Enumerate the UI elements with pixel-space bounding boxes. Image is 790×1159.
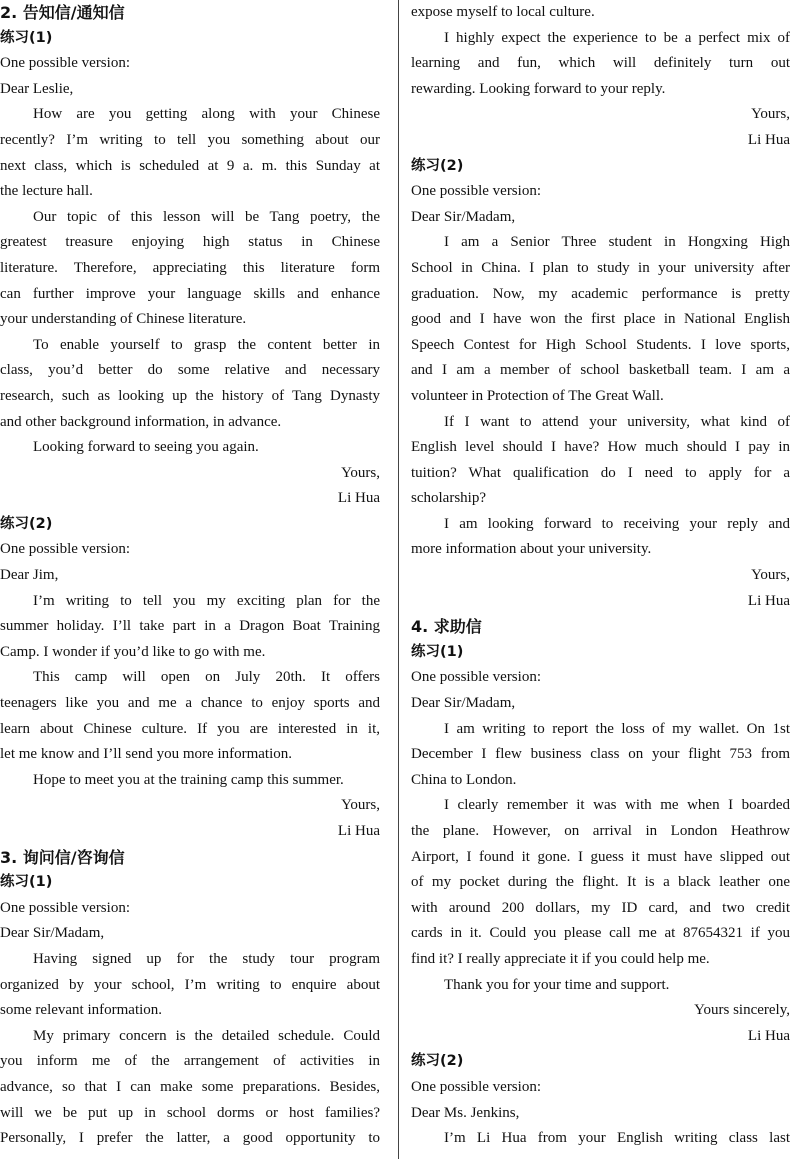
text-line: will we be put up in school dorms or host families? — [0, 1104, 380, 1121]
text-line: more information about your university. — [411, 541, 652, 558]
text-line: literature. Therefore, appreciating this literature form — [0, 259, 380, 276]
signature-line: Li Hua — [747, 592, 790, 609]
text-line: learn about Chinese culture. If you are interested in it, — [0, 720, 380, 737]
exercise-heading: 练习(1) — [411, 643, 464, 660]
text-line: I’m writing to tell you my exciting plan for the — [33, 592, 380, 609]
text-line: How are you getting along with your Chinese — [33, 106, 380, 123]
right-column — [411, 0, 790, 1159]
text-line: expose myself to local culture. — [411, 4, 595, 20]
text-line: December I flew business class on your flight 753 from — [411, 746, 790, 763]
signature-line: Li Hua — [747, 131, 790, 148]
text-line: and I am a member of school basketball team. I am a — [411, 362, 790, 379]
text-line: One possible version: — [411, 669, 541, 686]
text-line: School in China. I plan to study in your university after — [411, 259, 790, 276]
signature-line: Li Hua — [337, 490, 380, 507]
text-line: My primary concern is the detailed schedule. Could — [33, 1027, 380, 1044]
text-line: advance, so that I can make some preparations. Besides, — [0, 1078, 380, 1095]
left-column — [0, 0, 386, 1159]
text-line: Looking forward to seeing you again. — [33, 439, 259, 456]
text-line: Dear Sir/Madam, — [411, 695, 516, 712]
text-line: Speech Contest for High School Students. I love sports, — [411, 336, 790, 353]
text-line: One possible version: — [411, 183, 541, 200]
text-line: tuition? What qualification do I need to apply for a — [411, 464, 790, 481]
text-line: and other background information, in advance. — [0, 413, 282, 430]
section-heading: 3. 询问信/咨询信 — [0, 847, 125, 867]
text-line: graduation. Now, my academic performance is pretty — [411, 285, 790, 302]
signature-line: Yours, — [751, 567, 790, 584]
column-divider — [398, 0, 399, 1159]
text-line: One possible version: — [411, 1078, 541, 1095]
exercise-heading: 练习(1) — [0, 874, 53, 891]
signature-line: Yours, — [341, 797, 380, 814]
text-line: some relevant information. — [0, 1002, 163, 1019]
signature-line: Li Hua — [337, 823, 380, 839]
text-line: class, you’d better do some relative and necessary — [0, 362, 380, 379]
section-heading: 2. 告知信/通知信 — [0, 3, 125, 22]
text-line: Dear Ms. Jenkins, — [411, 1104, 520, 1121]
text-line: your understanding of Chinese literature. — [0, 311, 247, 328]
text-line: Thank you for your time and support. — [444, 976, 670, 993]
signature-line: Yours sincerely, — [694, 1002, 790, 1019]
text-line: next class, which is scheduled at 9 a. m. this Sunday at — [0, 157, 380, 174]
text-line: volunteer in Protection of The Great Wall. — [411, 387, 664, 404]
text-line: scholarship? — [411, 490, 486, 507]
text-line: can further improve your language skills and enhance — [0, 285, 380, 302]
text-line: organized by your school, I’m writing to enquire about — [0, 976, 380, 993]
text-line: Airport, I found it gone. I guess it must have slipped out — [411, 848, 790, 865]
text-line: Personally, I prefer the latter, a good opportunity to — [0, 1130, 380, 1147]
section-heading: 4. 求助信 — [411, 617, 482, 637]
text-line: the lecture hall. — [0, 183, 93, 200]
signature-line: Yours, — [751, 106, 790, 123]
exercise-heading: 练习(2) — [411, 157, 464, 174]
text-line: good and I have won the first place in National English — [411, 311, 790, 328]
text-line: learning and fun, which will definitely turn out — [411, 55, 790, 72]
text-line: Dear Leslie, — [0, 80, 74, 97]
text-line: Hope to meet you at the training camp this summer. — [33, 771, 344, 788]
text-line: One possible version: — [0, 899, 130, 916]
text-line: of my pocket during the flight. It is a black leather one — [411, 874, 790, 891]
exercise-heading: 练习(2) — [0, 515, 53, 532]
text-line: To enable yourself to grasp the content better in — [33, 336, 380, 353]
text-line: greatest treasure enjoying high status in Chinese — [0, 234, 380, 251]
text-line: find it? I really appreciate it if you could help me. — [411, 950, 710, 967]
text-line: Dear Sir/Madam, — [0, 925, 105, 942]
text-line: China to London. — [411, 771, 517, 788]
text-line: summer holiday. I’ll take part in a Dragon Boat Training — [0, 618, 380, 635]
text-line: I clearly remember it was with me when I boarded — [444, 797, 790, 814]
text-line: I am looking forward to receiving your reply and — [444, 515, 790, 532]
text-line: you inform me of the arrangement of activities in — [0, 1053, 380, 1070]
text-line: English level should I have? How much should I pay in — [411, 439, 790, 456]
text-line: cards in it. Could you please call me at 87654321 if you — [411, 925, 790, 942]
text-line: Having signed up for the study tour program — [33, 950, 380, 967]
text-line: I’m Li Hua from your English writing class last — [444, 1130, 790, 1147]
text-line: rewarding. Looking forward to your reply. — [411, 80, 666, 97]
text-line: recently? I’m writing to tell you something about our — [0, 131, 380, 148]
signature-line: Yours, — [341, 464, 380, 481]
text-line: I highly expect the experience to be a perfect mix of — [444, 29, 790, 46]
exercise-heading: 练习(2) — [411, 1053, 464, 1070]
exercise-heading: 练习(1) — [0, 29, 53, 46]
text-line: One possible version: — [0, 541, 130, 558]
text-line: I am a Senior Three student in Hongxing High — [444, 234, 790, 251]
text-line: Dear Jim, — [0, 567, 59, 584]
text-line: I am writing to report the loss of my wallet. On 1st — [444, 720, 790, 737]
text-line: let me know and I’ll send you more information. — [0, 746, 293, 763]
text-line: teenagers like you and me a chance to enjoy sports and — [0, 695, 380, 712]
text-line: research, such as looking up the history of Tang Dynasty — [0, 387, 380, 404]
text-line: One possible version: — [0, 55, 130, 72]
text-line: If I want to attend your university, what kind of — [444, 413, 790, 430]
text-line: Camp. I wonder if you’d like to go with me. — [0, 643, 266, 660]
text-line: This camp will open on July 20th. It offers — [33, 669, 380, 686]
text-line: with around 200 dollars, my ID card, and two credit — [411, 899, 790, 916]
text-line: Our topic of this lesson will be Tang poetry, the — [33, 208, 380, 225]
text-line: Dear Sir/Madam, — [411, 208, 516, 225]
text-line: the plane. However, on arrival in London Heathrow — [411, 823, 790, 839]
signature-line: Li Hua — [747, 1027, 790, 1044]
